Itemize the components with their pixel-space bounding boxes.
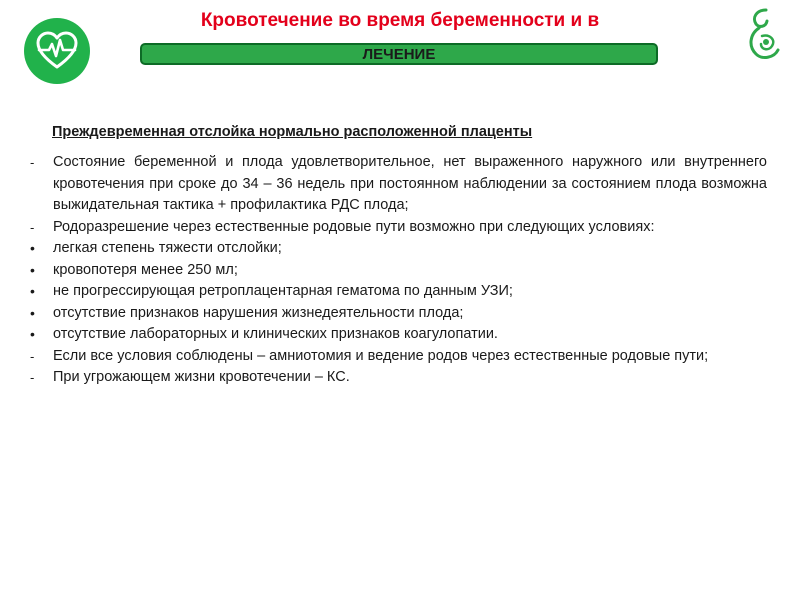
list-item: [30, 238, 767, 260]
list-item-text: кровопотеря менее 250 мл;: [53, 261, 238, 278]
list-marker: -: [30, 219, 35, 235]
list-marker: •: [30, 326, 35, 342]
logo-badge: [24, 18, 90, 84]
list-marker: -: [30, 370, 35, 385]
list-item: [30, 152, 767, 217]
list-item: [30, 281, 767, 303]
list-item: [30, 303, 767, 325]
list-marker: •: [30, 240, 35, 256]
list-item-text: не прогрессирующая ретроплацентарная гематома по данным УЗИ;: [53, 283, 513, 299]
list-item-text: При угрожающем жизни кровотечении – КС.: [53, 369, 350, 385]
list-item: [30, 260, 767, 282]
list-item-text: Если все условия соблюдены – амниотомия и ведение родов через естественные родовые пути;: [53, 347, 709, 364]
heart-pulse-icon: [35, 31, 79, 71]
list-marker: •: [30, 261, 35, 278]
list-item: [30, 346, 767, 368]
banner-label: ЛЕЧЕНИЕ: [362, 45, 436, 63]
list-item-text: отсутствие лабораторных и клинических признаков коагулопатии.: [53, 326, 498, 342]
list-item-text: Состояние беременной и плода удовлетворительное, нет выраженного наружного или внутреннего кровотечения при сроке до 34 – 36 недель при постоянном наблюдении за состоянием плода возможна выжидательная тактика + профилактика РДС плода;: [53, 154, 767, 213]
list-item-text: отсутствие признаков нарушения жизнедеятельности плода;: [53, 304, 464, 321]
page-title: Кровотечение во время беременности и в: [200, 10, 600, 31]
list-item-text: Родоразрешение через естественные родовые пути возможно при следующих условиях:: [53, 218, 655, 235]
list-marker: •: [30, 304, 35, 321]
list-marker: -: [30, 155, 35, 170]
list-marker: -: [30, 348, 35, 364]
subheading: Преждевременная отслойка нормально расположенной плаценты: [52, 124, 533, 140]
section-banner: [140, 43, 658, 65]
list-item: [30, 324, 767, 346]
list-marker: •: [30, 283, 35, 299]
list-item: [30, 217, 767, 239]
list-item-text: легкая степень тяжести отслойки;: [53, 240, 282, 256]
treatment-list: [30, 152, 767, 389]
list-item: [30, 367, 767, 389]
pregnant-mother-icon: [742, 6, 786, 62]
